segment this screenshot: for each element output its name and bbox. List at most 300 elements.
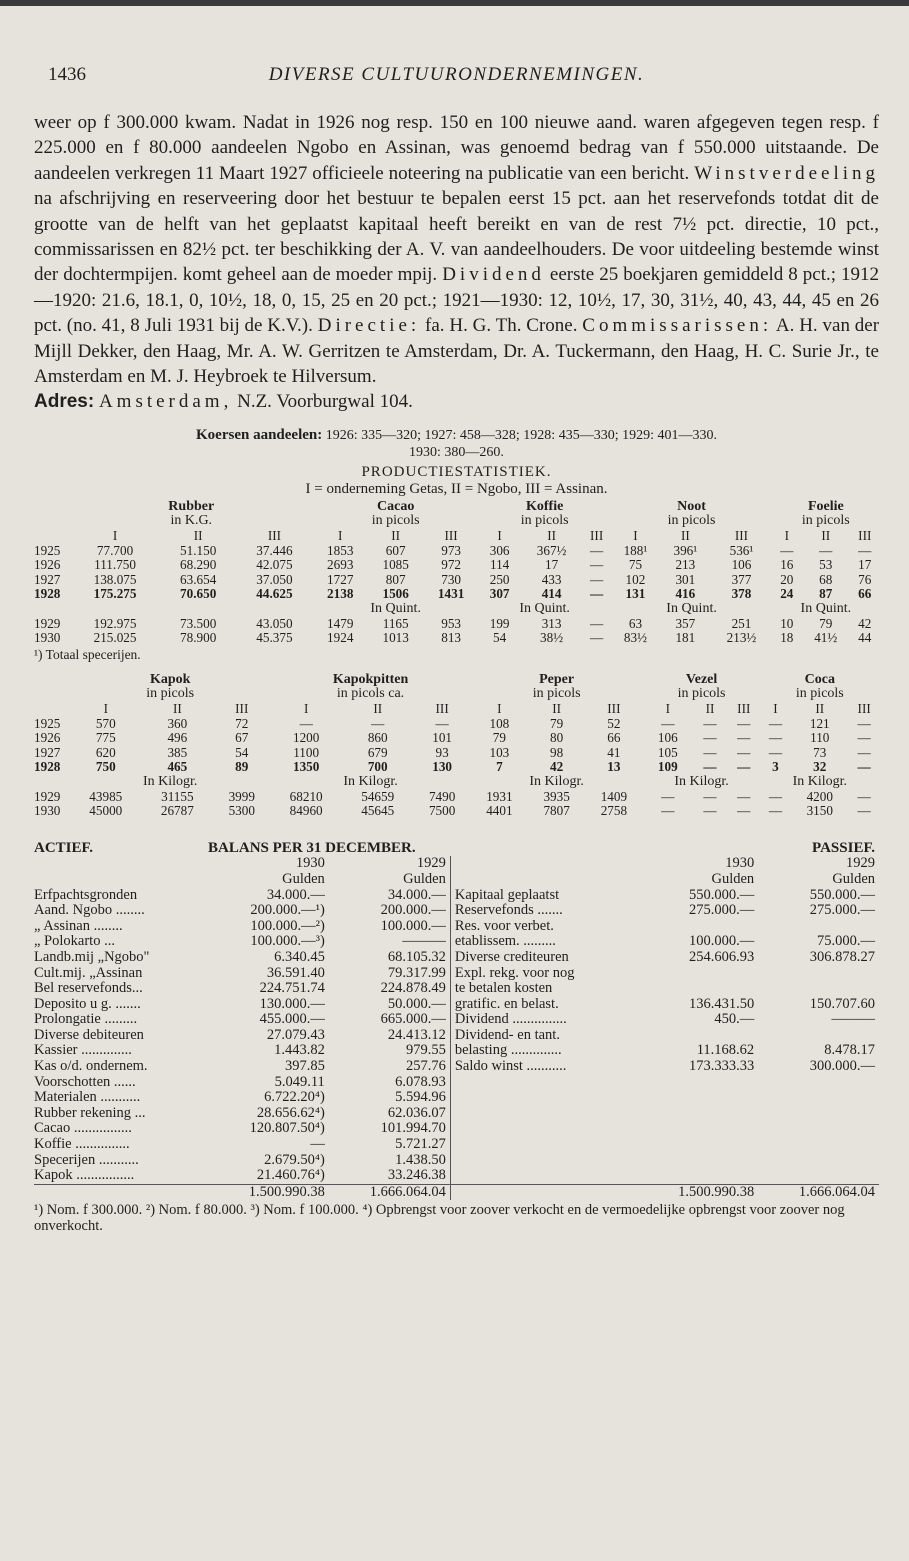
data-cell: 66 [858, 586, 872, 602]
year-cell: 1925 [34, 542, 61, 558]
data-cell: 1100 [293, 744, 320, 760]
table-row [34, 717, 879, 732]
data-cell: 175.275 [93, 586, 137, 602]
actief-total-1930: 1.500.990.38 [208, 1184, 329, 1200]
data-cell: — [590, 615, 604, 631]
year-col-sub [34, 702, 70, 717]
actief-1930: — [310, 1136, 325, 1153]
table-row [34, 731, 879, 746]
data-cell: 570 [95, 715, 116, 731]
data-cell: 250 [489, 571, 510, 587]
sub-header-row [34, 702, 879, 717]
actief-1930: 455.000.— [259, 1011, 325, 1028]
balance-row [34, 1137, 879, 1153]
data-cell: — [857, 715, 871, 731]
data-cell: — [371, 715, 385, 731]
data-cell: 1924 [327, 630, 354, 646]
sub-header: III [737, 701, 751, 716]
data-cell: 3999 [228, 788, 255, 804]
actief-1929: 200.000.— [380, 902, 446, 919]
paragraph-capital: weer op f 300.000 kwam. Nadat in 1926 nog resp. 150 en 100 nieuwe aand. waren afgegeven tegen resp. f 225.000 en f 80.000 aandeelen Ngobo en Assinan, was genoemd bedrag van f 550.000 uitstaande. De aandeelen verkregen 11 Maart 1927 officieele noteering na publicatie van een bericht. [34, 112, 879, 184]
data-cell: 7490 [428, 788, 456, 804]
balance-row [34, 997, 879, 1013]
actief-1929: 5.594.96 [395, 1089, 446, 1106]
balance-row [34, 1106, 879, 1122]
data-cell: 87 [819, 586, 833, 602]
data-cell: 213½ [726, 630, 757, 646]
actief-1929: 6.078.93 [395, 1073, 446, 1090]
data-cell: — [857, 803, 871, 819]
passief-item: Saldo winst ........... [450, 1059, 637, 1075]
passief-1930: 136.431.50 [688, 995, 755, 1012]
actief-total-1929: 1.666.064.04 [329, 1184, 451, 1200]
actief-1930: 36.591.40 [266, 964, 325, 981]
sub-header: I [773, 701, 778, 716]
actief-1929: 665.000.— [380, 1011, 446, 1028]
passief-item: Dividend- en tant. [450, 1028, 637, 1044]
actief-1929: 100.000.— [380, 917, 446, 934]
data-cell: 83½ [623, 630, 647, 646]
data-cell: 679 [367, 744, 388, 760]
data-cell: 3150 [806, 803, 833, 819]
data-cell: 7 [496, 759, 503, 775]
data-cell: 730 [441, 571, 461, 587]
passief-1930 [637, 1028, 758, 1044]
data-cell: 1506 [382, 586, 409, 602]
passief-item: Diverse crediteuren [450, 950, 637, 966]
passief-1930 [637, 1075, 758, 1091]
data-cell: 1165 [382, 615, 409, 631]
passief-1929: 300.000.— [809, 1058, 875, 1075]
unit-label: in picols [371, 513, 420, 529]
balance-unit-row [34, 872, 879, 888]
data-cell: 215.025 [93, 630, 137, 646]
group-header: Vezel [685, 671, 718, 687]
data-cell: 67 [235, 730, 249, 746]
data-cell: 378 [731, 586, 752, 602]
table-row [34, 760, 879, 775]
passief-item: Reservefonds ....... [450, 903, 637, 919]
data-cell: 17 [544, 557, 559, 573]
data-cell: 1200 [292, 730, 320, 746]
passief-item [450, 1168, 637, 1184]
passief-1930 [637, 981, 758, 997]
actief-item: Kassier .............. [34, 1042, 132, 1059]
data-cell: — [858, 542, 872, 558]
sub-header: I [633, 528, 638, 544]
blank [450, 856, 637, 872]
data-cell: — [435, 715, 449, 731]
passief-item [450, 1090, 637, 1106]
unit-change-label: In Quint. [800, 601, 852, 617]
unit-change-label: In Kilogr. [142, 773, 198, 789]
data-cell: 385 [167, 744, 188, 760]
balance-notes: ¹) Nom. f 300.000. ²) Nom. f 80.000. ³) Nom. f 100.000. ⁴) Opbrengst voor zoover verkocht en de vermoedelijke opbrengst voor zoover nog onverkocht. [34, 1202, 845, 1235]
actief-1930: 2.679.50⁴) [264, 1151, 325, 1168]
koersen-label: Koersen aandeelen: [196, 426, 323, 443]
sub-header: II [547, 528, 556, 544]
passief-item: te betalen kosten [450, 981, 637, 997]
unit-label: in picols [532, 686, 581, 702]
actief-1929: 101.994.70 [380, 1120, 446, 1137]
passief-1930: 450.— [714, 1011, 755, 1028]
data-cell: 360 [167, 715, 188, 731]
sub-header: I [497, 528, 502, 544]
data-cell: 301 [675, 571, 696, 587]
sub-header: III [435, 701, 449, 716]
actief-1929: 979.55 [405, 1042, 446, 1059]
data-cell: 42.075 [256, 557, 293, 573]
data-cell: 1727 [327, 571, 354, 587]
actief-1929: ——— [402, 933, 446, 950]
passief-item: etablissem. ......... [450, 934, 637, 950]
actief-item: Diverse debiteuren [34, 1026, 144, 1043]
sub-header: II [172, 701, 182, 716]
data-cell: 45645 [361, 803, 395, 819]
data-cell: 775 [95, 730, 116, 746]
data-cell: 433 [541, 571, 562, 587]
data-cell: — [737, 759, 751, 775]
data-cell: 109 [657, 759, 678, 775]
passief-1929: 550.000.— [809, 886, 875, 903]
data-cell: — [299, 715, 313, 731]
adres-city: Amsterdam, [98, 391, 233, 413]
passief-1930 [637, 1153, 758, 1169]
scan-top-edge [0, 0, 909, 6]
data-cell: — [661, 803, 675, 819]
data-cell: 43985 [89, 788, 123, 804]
passief-1930 [637, 1137, 758, 1153]
data-cell: 54 [235, 744, 249, 760]
data-cell: — [590, 630, 604, 646]
actief-1929: 50.000.— [387, 995, 446, 1012]
actief-1930: 6.340.45 [274, 948, 325, 965]
table-row [34, 573, 879, 588]
data-cell: — [661, 715, 675, 731]
blank [34, 872, 208, 888]
actief-1930: 6.722.20⁴) [264, 1089, 325, 1106]
balance-row [34, 1028, 879, 1044]
passief-1929 [758, 1028, 879, 1044]
actief-1929: 24.413.12 [387, 1026, 446, 1043]
passief-item [450, 1137, 637, 1153]
data-cell: 37.050 [256, 571, 293, 587]
directie-label: Directie: [317, 315, 421, 337]
actief-1929: 257.76 [405, 1058, 446, 1075]
passief-1929 [758, 981, 879, 997]
data-cell: — [857, 744, 871, 760]
data-cell: 1085 [382, 557, 409, 573]
actief-1929: 68.105.32 [387, 948, 446, 965]
data-cell: 20 [780, 571, 794, 587]
data-cell: 807 [385, 571, 406, 587]
data-cell: 10 [780, 615, 794, 631]
data-cell: 89 [235, 759, 249, 775]
unit-change-label: In Kilogr. [674, 773, 729, 789]
balance-title-row [34, 841, 879, 857]
data-cell: 41 [607, 744, 621, 760]
running-title: DIVERSE CULTUURONDERNEMINGEN. [268, 64, 645, 85]
unit-label: in picols [520, 513, 569, 529]
data-cell: 79 [550, 715, 564, 731]
actief-item: Cacao ................ [34, 1120, 132, 1137]
balance-totals-row [34, 1184, 879, 1200]
actief-1930: 34.000.— [266, 886, 325, 903]
data-cell: 42 [858, 615, 872, 631]
actief-year-1929: 1929 [416, 855, 446, 872]
dividend-label: Dividend [442, 264, 545, 286]
data-cell: — [703, 715, 717, 731]
data-cell: — [768, 730, 783, 746]
passief-1930 [637, 1121, 758, 1137]
data-cell: 121 [809, 715, 830, 731]
actief-1929: 1.438.50 [395, 1151, 446, 1168]
data-cell: 251 [731, 615, 752, 631]
passief-1929 [758, 1137, 879, 1153]
unit-change-row [34, 775, 879, 790]
sub-header: III [607, 701, 621, 716]
group-header: Kapok [149, 671, 191, 687]
sub-header: II [705, 701, 715, 716]
blank [34, 1184, 208, 1200]
balance-row [34, 1168, 879, 1184]
data-cell: 130 [432, 759, 453, 775]
passief-item [450, 1121, 637, 1137]
data-cell: 68 [819, 571, 833, 587]
data-cell: — [768, 803, 783, 819]
dividend-text: eerste 25 boekjaren gemiddeld 8 pct.; 1912—1920: 21.6, 18.1, 0, 10½, 18, 0, 15, 25 en 20 pct.; 1921—1930: 12, 10½, 17, 30, 31½, 40, 43, 44, 45 en 26 pct. (no. 41, 8 Juli 1931 bij de K.V.). [34, 264, 880, 337]
data-cell: 37.446 [256, 542, 293, 558]
data-cell: — [819, 542, 833, 558]
data-cell: 192.975 [93, 615, 137, 631]
data-cell: 79 [819, 615, 833, 631]
sub-header: II [821, 528, 831, 544]
actief-unit: Gulden [282, 870, 325, 887]
actief-1930: 28.656.62⁴) [256, 1104, 325, 1121]
data-cell: 17 [858, 557, 872, 573]
year-cell: 1925 [34, 715, 61, 731]
unit-row [34, 687, 879, 702]
data-cell: 51.150 [180, 542, 217, 558]
data-cell: 75 [628, 557, 643, 573]
balance-row [34, 934, 879, 950]
data-cell: 131 [625, 586, 646, 602]
koersen-line2: 1930: 380—260. [409, 444, 504, 460]
actief-item: Bel reservefonds... [34, 980, 143, 997]
passief-unit: Gulden [711, 870, 755, 887]
passief-1929: 8.478.17 [824, 1042, 875, 1059]
data-cell: 972 [441, 557, 461, 573]
data-cell: 2758 [600, 803, 628, 819]
passief-1929 [758, 1121, 879, 1137]
actief-item: Specerijen ........... [34, 1151, 139, 1168]
table-row [34, 617, 879, 632]
data-cell: 1853 [327, 542, 354, 558]
passief-1930 [637, 1106, 758, 1122]
adres-text: N.Z. Voorburgwal 104. [237, 391, 413, 413]
actief-1930: 100.000.—³) [250, 933, 325, 950]
data-cell: 45.375 [256, 630, 293, 646]
year-cell: 1928 [34, 586, 61, 602]
sub-header: III [235, 701, 249, 716]
data-cell: 357 [675, 615, 696, 631]
group-header: Peper [539, 671, 575, 687]
data-cell: 108 [489, 715, 510, 731]
data-cell: 306 [489, 542, 510, 558]
production-table-2 [34, 673, 879, 819]
data-cell: 536¹ [729, 542, 754, 558]
data-cell: 111.750 [94, 557, 136, 573]
sub-header: III [267, 528, 281, 544]
data-cell: 45000 [89, 803, 123, 819]
data-cell: 44.625 [256, 586, 293, 602]
data-cell: 52 [607, 715, 621, 731]
group-header: Koffie [525, 498, 564, 514]
data-cell: 620 [95, 744, 116, 760]
page-number: 1436 [48, 64, 86, 85]
unit-change-label: In Kilogr. [792, 773, 848, 789]
passief-1929: 306.878.27 [809, 948, 875, 965]
actief-1930: 224.751.74 [259, 980, 325, 997]
data-cell: 72 [235, 715, 249, 731]
group-header: Noot [677, 498, 706, 514]
passief-1930: 275.000.— [688, 902, 755, 919]
data-cell: — [590, 571, 604, 587]
sub-header: I [784, 528, 789, 544]
table-row [34, 587, 879, 602]
sub-header: II [815, 701, 825, 716]
group-header-row [34, 500, 879, 515]
year-col-header [34, 500, 70, 515]
data-cell: 973 [441, 542, 461, 558]
production-legend: I = onderneming Getas, II = Ngobo, III = Assinan. [305, 480, 608, 497]
data-cell: 54659 [361, 788, 395, 804]
actief-year-1930: 1930 [295, 855, 325, 872]
balance-row [34, 1059, 879, 1075]
actief-1930: 120.807.50⁴) [249, 1120, 325, 1137]
passief-1929: 150.707.60 [809, 995, 875, 1012]
actief-item: „ Assinan ........ [34, 917, 123, 934]
actief-1929: 79.317.99 [387, 964, 446, 981]
data-cell: 68.290 [180, 557, 217, 573]
data-cell: 106 [731, 557, 752, 573]
actief-1929: 5.721.27 [395, 1136, 446, 1153]
data-cell: — [590, 586, 604, 602]
data-cell: 98 [550, 744, 564, 760]
data-cell: 76 [858, 571, 872, 587]
actief-item: Deposito u g. ....... [34, 995, 141, 1012]
year-col-sub [34, 529, 70, 544]
passief-year-1930: 1930 [725, 855, 755, 872]
passief-item: Dividend ............... [450, 1012, 637, 1028]
actief-item: Prolongatie ......... [34, 1011, 138, 1028]
year-col-header [34, 673, 70, 688]
data-cell: 84960 [289, 803, 323, 819]
data-cell: 199 [489, 615, 510, 631]
data-cell: 66 [607, 730, 621, 746]
data-cell: 79 [492, 730, 506, 746]
balance-year-row [34, 856, 879, 872]
passief-label: PASSIEF. [812, 839, 875, 856]
blank [450, 872, 637, 888]
passief-1929 [758, 1106, 879, 1122]
data-cell: 73.500 [180, 615, 217, 631]
directie-text: fa. H. G. Th. Crone. [425, 315, 578, 337]
data-cell: 26787 [160, 803, 194, 819]
group-header: Kapokpitten [332, 671, 409, 687]
winstverdeeling-text: na afschrijving en reserveering door het bestuur te bepalen eerst 15 pct. aan het reservefonds totdat dit de grootte van de helft van het geplaatst kapitaal heeft bereikt en van de rest 7½ pct. directie, 10 pct., commissarissen en 82½ pct. ter beschikking der A. V. van aandeelhouders. De voor uitdeeling bestemde winst der dochtermpijen. komt geheel aan de moeder mpij. [34, 188, 879, 286]
data-cell: 18 [780, 630, 794, 646]
data-cell: 953 [441, 615, 461, 631]
data-cell: 101 [432, 730, 453, 746]
table-row [34, 804, 879, 819]
passief-item [450, 1075, 637, 1091]
year-cell: 1928 [34, 759, 61, 775]
passief-1930: 254.606.93 [688, 948, 755, 965]
passief-1930: 100.000.— [688, 933, 755, 950]
actief-item: Landb.mij „Ngobo" [34, 948, 150, 965]
data-cell: 16 [780, 557, 794, 573]
data-cell: 54 [493, 630, 507, 646]
balance-sheet [34, 841, 879, 1201]
data-cell: 73 [813, 744, 827, 760]
data-cell: 181 [675, 630, 696, 646]
balance-row [34, 1043, 879, 1059]
data-cell: — [703, 803, 717, 819]
data-cell: 4401 [486, 803, 513, 819]
data-cell: 7500 [428, 803, 456, 819]
passief-unit: Gulden [832, 870, 875, 887]
actief-item: Kas o/d. ondernem. [34, 1058, 148, 1075]
koersen-line1: 1926: 335—320; 1927: 458—328; 1928: 435—330; 1929: 401—330. [325, 427, 717, 443]
data-cell: — [768, 744, 783, 760]
passief-item: gratific. en belast. [450, 997, 637, 1013]
sub-header: I [497, 701, 502, 716]
page-header [34, 60, 879, 96]
sub-header: I [103, 701, 108, 716]
actief-item: Rubber rekening ... [34, 1104, 146, 1121]
balance-row [34, 950, 879, 966]
actief-item: Aand. Ngobo ........ [34, 902, 145, 919]
sub-header-row [34, 529, 879, 544]
data-cell: 13 [607, 759, 621, 775]
data-cell: 41½ [814, 630, 838, 646]
balance-row [34, 981, 879, 997]
data-cell: 63 [628, 615, 643, 631]
adres-label: Adres: [34, 391, 95, 413]
data-cell: 53 [819, 557, 833, 573]
sub-header: III [444, 528, 458, 544]
data-cell: — [768, 788, 783, 804]
data-cell: 5300 [228, 803, 255, 819]
data-cell: 7807 [543, 803, 570, 819]
actief-item: Voorschotten ...... [34, 1073, 136, 1090]
unit-change-label: In Quint. [370, 601, 421, 617]
unit-row [34, 514, 879, 529]
data-cell: 1013 [382, 630, 409, 646]
data-cell: — [737, 744, 751, 760]
data-cell: — [737, 788, 751, 804]
production-title: PRODUCTIESTATISTIEK. [361, 463, 552, 480]
data-cell: 465 [167, 759, 188, 775]
sub-header: III [857, 701, 871, 716]
data-cell: — [857, 788, 871, 804]
sub-header: I [665, 701, 671, 716]
sub-header: III [590, 528, 604, 544]
sub-header: II [373, 701, 383, 716]
unit-label: in picols [801, 513, 850, 529]
data-cell: 700 [367, 759, 388, 775]
